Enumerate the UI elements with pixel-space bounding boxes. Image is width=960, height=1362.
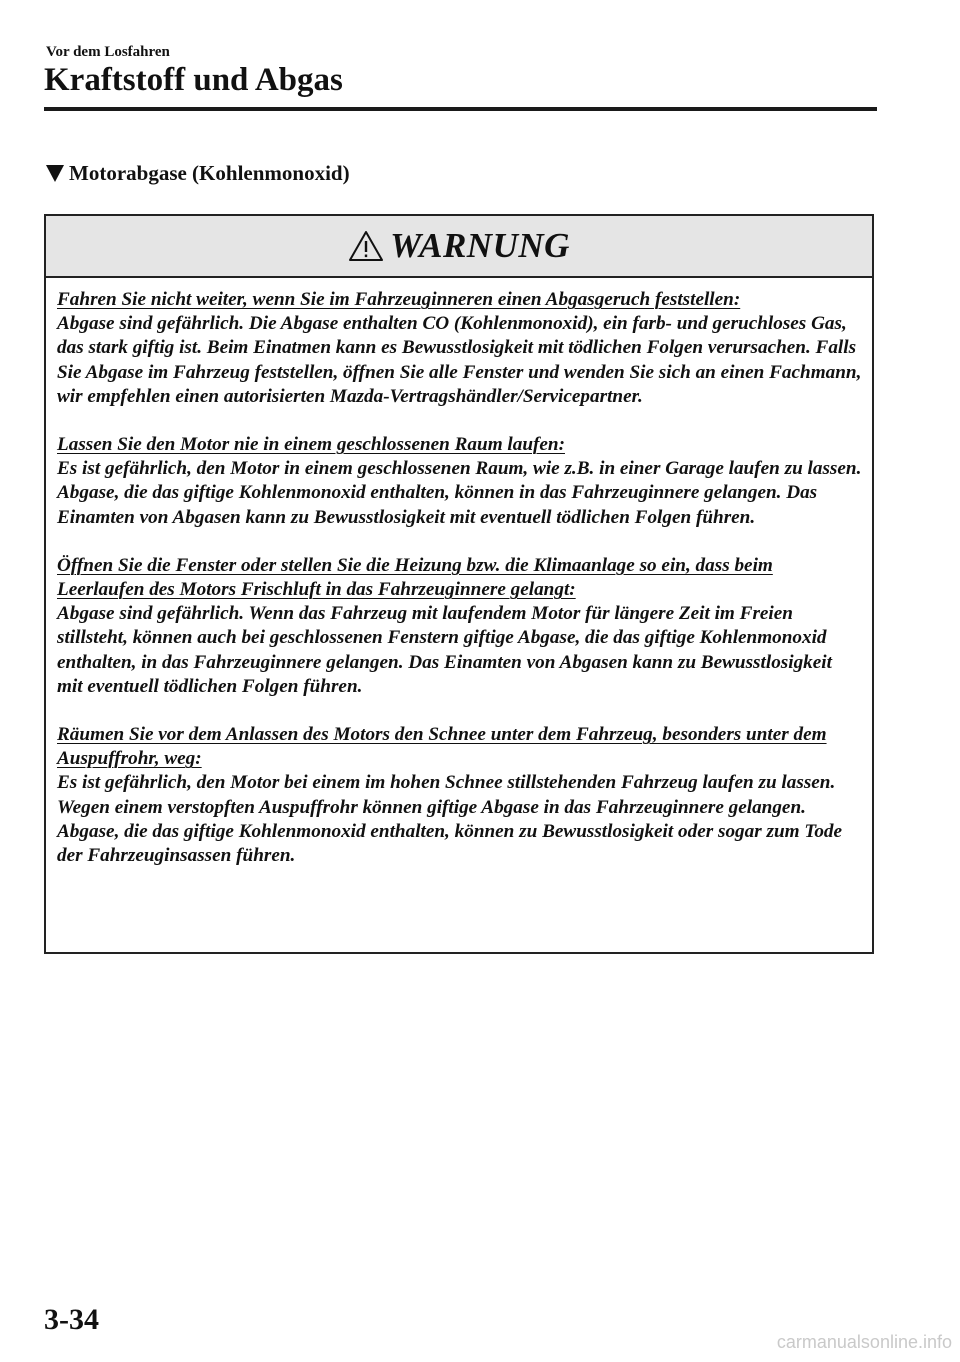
warning-item-text: Abgase sind gefährlich. Wenn das Fahrzeug mit laufendem Motor für längere Zeit im Freien stillsteht, können auch bei geschlossenen Fenstern giftige Abgase, die das giftige Kohlenmonoxid enthalten, in das Fahrzeuginnere gelangen. Das Einamten von Abgasen kann zu Bewusstlosigkeit mit eventuell tödlichen Folgen führen. [57,603,832,697]
warning-item-heading: Fahren Sie nicht weiter, wenn Sie im Fahrzeuginneren einen Abgasgeruch feststellen: [57,289,741,310]
warning-item-text: Es ist gefährlich, den Motor in einem geschlossenen Raum, wie z.B. in einer Garage laufen zu lassen. Abgase, die das giftige Kohlenmonoxid enthalten, können in das Fahrzeuginnere gelangen. Das Einamten von Abgasen kann zu Bewusstlosigkeit mit eventuell tödlichen Folgen führen. [57,458,862,528]
warning-box [44,214,874,954]
warning-header [46,216,872,278]
warning-item [57,723,862,868]
site-watermark-link[interactable]: carmanualsonline.info [776,1332,952,1352]
warning-item-heading: Räumen Sie vor dem Anlassen des Motors den Schnee unter dem Fahrzeug, besonders unter dem Auspuffrohr, weg: [57,724,827,770]
page-number: 3-34 [44,1303,99,1336]
warning-item [57,554,862,699]
warning-title: WARNUNG [390,226,570,265]
warning-item [57,288,862,409]
subheading [46,158,350,188]
warning-body [46,278,872,868]
header-rule [44,107,877,111]
warning-item [57,433,862,530]
warning-item-text: Abgase sind gefährlich. Die Abgase enthalten CO (Kohlenmonoxid), ein farb- und geruchloses Gas, das stark giftig ist. Beim Einatmen kann es Bewusstlosigkeit mit tödlichen Folgen verursachen. Falls Sie Abgase im Fahrzeug feststellen, öffnen Sie alle Fenster und wenden Sie sich an einen Fachmann, wir empfehlen einen autorisierten Mazda-Vertragshändler/Servicepartner. [57,313,862,407]
subheading-text: Motorabgase (Kohlenmonoxid) [69,161,350,185]
warning-triangle-icon [348,230,384,262]
section-label: Vor dem Losfahren [46,44,170,60]
triangle-down-icon [46,165,64,182]
chapter-title: Kraftstoff und Abgas [44,62,343,98]
warning-item-heading: Öffnen Sie die Fenster oder stellen Sie die Heizung bzw. die Klimaanlage so ein, dass beim Leerlaufen des Motors Frischluft in das Fahrzeuginnere gelangt: [57,554,773,601]
warning-item-text: Es ist gefährlich, den Motor bei einem im hohen Schnee stillstehenden Fahrzeug laufen zu lassen. Wegen einem verstopften Auspuffrohr können giftige Abgase in das Fahrzeuginnere gelangen. Abgase, die das giftige Kohlenmonoxid enthalten, können zu Bewusstlosigkeit oder sogar zum Tode der Fahrzeuginsassen führen. [57,772,843,867]
warning-item-heading: Lassen Sie den Motor nie in einem geschlossenen Raum laufen: [57,434,565,456]
